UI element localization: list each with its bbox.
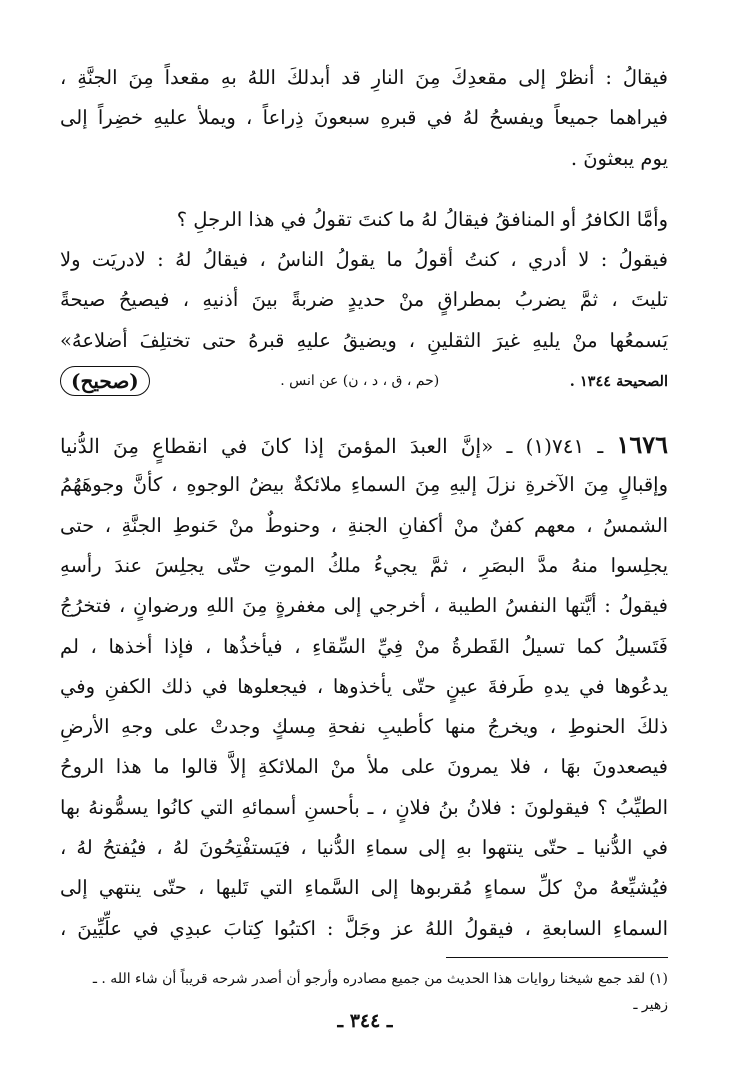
footnote-marker: ٧٤١(١) [525, 434, 585, 459]
hadith-first-line: ١٦٧٦ ـ ٧٤١(١) ـ «إنَّ العبدَ المؤمنَ إذا كانَ في انقطاعٍ مِنَ الدُّنيا [60, 430, 668, 460]
reference-number: الصحيحة ١٣٤٤ . [569, 372, 668, 390]
grade-badge: (صحيح) [60, 366, 150, 396]
text-line: السماءِ السابعةِ ، فيقولُ اللهُ عز وجَلَّ : اكتبُوا كِتابَ عبدِي في علِّيِّينَ ، [60, 916, 668, 940]
source-row [60, 361, 668, 401]
footnote-line: (١) لقد جمع شيخنا روايات هذا الحديث من جميع مصادره وأرجو أن أصدر شرحه قريباً أن شاء الله . ـ [92, 970, 668, 987]
hadith-1676 [60, 425, 668, 949]
text-line: وأمَّا الكافرُ أو المنافقُ فيقالُ لهُ ما كنتَ تقولُ في هذا الرجلِ ؟ [176, 207, 668, 231]
text-line: يجلِسوا منهُ مدَّ البصَرِ ، ثمَّ يجيءُ ملكُ الموتِ حتّى يجلِسَ عندَ رأسهِ [60, 553, 668, 577]
text-line: فيقالُ : أنظرْ إلى مقعدِكَ مِنَ النارِ قد أبدلكَ اللهُ بهِ مقعداً مِنَ الجنَّةِ ، [60, 66, 668, 89]
text-line: فيقولُ : أيَّتها النفسُ الطيبة ، أخرجي إلى مغفرةٍ مِنَ اللهِ ورضوانٍ ، فتخرُجُ [60, 594, 668, 618]
text-line: في الدُّنيا ـ حتّى ينتهوا بهِ إلى سماءِ الدُّنيا ، فيَستفْتِحُونَ لهُ ، فيُفتحُ لهُ ، [60, 836, 668, 860]
page-number: ـ ٣٤٤ ـ [337, 1010, 393, 1032]
text-line: فَتَسيلُ كما تسيلُ القَطرةُ منْ فِيِّ السِّقاءِ ، فيأخذُها ، فإذا أخذها ، لم [60, 634, 668, 658]
text-line: فيصعدونَ بهَا ، فلا يمرونَ على ملأ منْ الملائكةِ إلاَّ قالوا ما هذا الروحُ [60, 755, 668, 779]
text-line: ذلكَ الحنوطِ ، ويخرجُ منها كأطيبِ نفحةِ مِسكٍ وجدتْ على وجهِ الأرضِ [60, 715, 668, 739]
text-line: فيراهما جميعاً ويفسحُ لهُ في قبرهِ سبعونَ ذِراعاً ، ويملأ عليهِ خضِراً إلى [60, 106, 668, 130]
text-line: الطيِّبُ ؟ فيقولونَ : فلانُ بنُ فلانٍ ، ـ بأحسنِ أسمائهِ التي كانُوا يسمُّونهُ بها [60, 795, 668, 819]
footnote-divider [446, 957, 668, 958]
text-line: وإقبالٍ مِنَ الآخرةِ نزلَ إليهِ مِنَ السماءِ ملائكةٌ بيضُ الوجوهِ ، كأنَّ وجوهَهُمُ [60, 473, 668, 497]
footnote-line: زهير ـ [633, 996, 668, 1013]
hadith-opening: «إنَّ العبدَ المؤمنَ إذا كانَ في انقطاعٍ مِنَ الدُّنيا [60, 434, 494, 459]
hadith-number: ١٦٧٦ [616, 430, 668, 460]
section-2 [60, 200, 668, 401]
section-1 [60, 58, 668, 179]
text-line: يوم يبعثونَ . [570, 146, 668, 170]
text-line: يَسمعُها منْ يليهِ غيرَ الثقلينِ ، ويضيقُ عليهِ قبرهُ حتى تختلِفَ أضلاعهُ» [60, 328, 668, 352]
text-line: يدعُوها في يدهِ طَرفةَ عينٍ حتّى يأخذوها ، فيجعلوها في ذلك الكفنِ وفي [60, 674, 668, 698]
text-line: تليتَ ، ثمَّ يضربُ بمطراقٍ منْ حديدٍ ضربةً بينَ أذنيهِ ، فيصيحُ صيحةً [60, 288, 668, 312]
text-line: فيُشيِّعهُ منْ كلِّ سماءٍ مُقربوها إلى السَّماءِ التي تَليها ، حتّى ينتهي إلى [60, 876, 668, 900]
text-line: فيقولُ : لا أدري ، كنتُ أقولُ ما يقولُ الناسُ ، فيقالُ لهُ : لادريَت ولا [60, 248, 668, 272]
sources: (حم ، ق ، د ، ن) عن انس . [280, 373, 440, 390]
text-line: الشمسُ ، معهم كفنٌ منْ أكفانِ الجنةِ ، وحنوطٌ منْ حَنوطِ الجنَّةِ ، حتى [60, 513, 668, 537]
